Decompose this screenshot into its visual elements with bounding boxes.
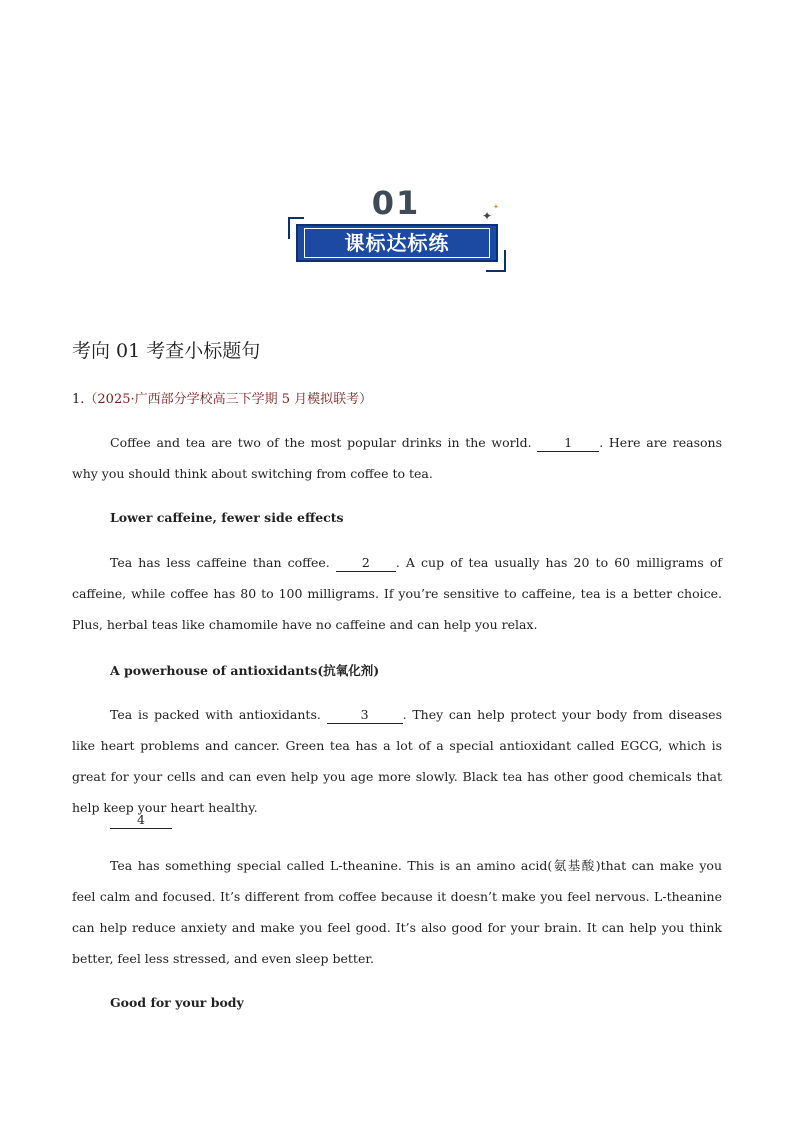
- section-title: 考向 01 考查小标题句: [72, 340, 261, 362]
- paragraph-2-before: Tea has less caffeine than coffee.: [110, 555, 336, 570]
- paragraph-1-before: Coffee and tea are two of the most popular drinks in the world.: [110, 435, 538, 450]
- badge-number: 01: [371, 184, 421, 222]
- sparkle-icon: ✦: [482, 209, 493, 223]
- question-number: 1.: [72, 392, 85, 407]
- question-source: [72, 388, 372, 407]
- question-source-text: （2025·广西部分学校高三下学期 5 月模拟联考）: [84, 392, 373, 407]
- paragraph-2: [72, 547, 722, 640]
- paragraph-3: [72, 699, 722, 823]
- blank-4[interactable]: 4: [110, 812, 172, 829]
- blank-1[interactable]: 1: [537, 435, 599, 452]
- blank-3[interactable]: 3: [327, 707, 403, 724]
- subheading-lower-caffeine: Lower caffeine, fewer side effects: [110, 510, 344, 525]
- sparkle-small-icon: ✦: [493, 203, 499, 211]
- paragraph-1-after: . Here are reasons why you should think about switching from coffee to tea.: [72, 435, 722, 481]
- badge-corner-bottom-right: [486, 250, 506, 272]
- section-badge: [286, 180, 510, 272]
- blank-2[interactable]: 2: [336, 555, 396, 572]
- paragraph-2-after: . A cup of tea usually has 20 to 60 milligrams of caffeine, while coffee has 80 to 100 milligrams. If you’re sensitive to caffeine, tea is a better choice. Plus, herbal teas like chamomile have no caffeine and can help you relax.: [72, 555, 722, 632]
- paragraph-4: Tea has something special called L-theanine. This is an amino acid(氨基酸)that can make you feel calm and focused. It’s different from coffee because it doesn’t make you feel nervous. L-theanine can help reduce anxiety and make you feel good. It’s also good for your brain. It can help you think better, feel less stressed, and even sleep better.: [72, 858, 722, 966]
- paragraph-1: [72, 427, 722, 489]
- badge-label: 课标达标练: [344, 231, 450, 255]
- paragraph-3-before: Tea is packed with antioxidants.: [110, 707, 327, 722]
- subheading-good-for-body: Good for your body: [110, 995, 244, 1010]
- paragraph-3-after: . They can help protect your body from diseases like heart problems and cancer. Green tea has a lot of a special antioxidant called EGCG, which is great for your cells and can even help you age more slowly. Black tea has other good chemicals that help keep your heart healthy.: [72, 707, 722, 815]
- subheading-antioxidants: A powerhouse of antioxidants(抗氧化剂): [110, 663, 380, 678]
